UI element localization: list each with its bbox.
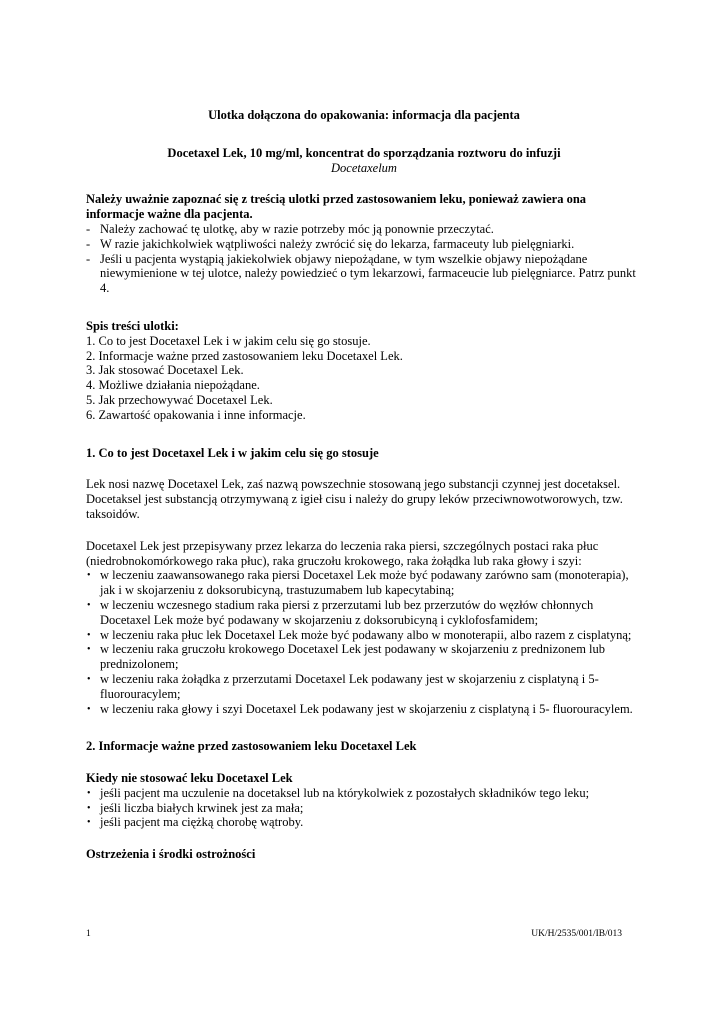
bullet-marker: • [87, 599, 91, 611]
bullet-marker: • [87, 673, 91, 685]
intro-item: - W razie jakichkolwiek wątpliwości należy zwrócić się do lekarza, farmaceuty lub pielęgniarki. [86, 236, 575, 251]
warnings-heading: Ostrzeżenia i środki ostrożności [86, 847, 256, 862]
bullet-marker: • [87, 703, 91, 715]
list-item: • w leczeniu raka głowy i szyi Docetaxel Lek podawany jest w skojarzeniu z cisplatyną i 5- fluorouracylem. [87, 701, 633, 716]
dash-marker: - [86, 236, 91, 251]
page-number: 1 [86, 929, 91, 939]
list-item: • w leczeniu raka płuc lek Docetaxel Lek może być podawany albo w monoterapii, albo razem z cisplatyną; [87, 627, 632, 642]
bullet-marker: • [87, 629, 91, 641]
toc-item: 1. Co to jest Docetaxel Lek i w jakim celu się go stosuje. [86, 333, 371, 348]
list-item: • w leczeniu zaawansowanego raka piersi Docetaxel Lek może być podawany zarówno sam (monoterapia), jak i w skojarzeniu z doksorubicyną, trastuzumabem lub kapecytabiną; [87, 568, 629, 598]
bullet-marker: • [87, 644, 91, 656]
section1-para2: Docetaxel Lek jest przepisywany przez lekarza do leczenia raka piersi, szczególnych postaci raka płuc (niedrobnokomórkowego raka płuc), raka gruczołu krokowego, raka żołądka lub raka głowy i szyi: [86, 538, 599, 568]
list-item: • jeśli liczba białych krwinek jest za mała; [87, 800, 304, 815]
section1-para1: Lek nosi nazwę Docetaxel Lek, zaś nazwą powszechnie stosowaną jego substancji czynnej jest docetaksel. Docetaksel jest substancją otrzymywaną z igieł cisu i należy do grupy leków przeciwnowotworowych, tzw. taksoidów. [86, 477, 623, 521]
toc-item: 5. Jak przechowywać Docetaxel Lek. [86, 392, 273, 407]
intro-item: - Jeśli u pacjenta wystąpią jakiekolwiek objawy niepożądane, w tym wszelkie objawy niepożądane niewymienione w tej ulotce, należy powiedzieć o tym lekarzowi, farmaceucie lub pielęgniarce. Patrz punkt 4. [86, 251, 636, 296]
bullet-marker: • [87, 817, 91, 829]
toc-item: 2. Informacje ważne przed zastosowaniem leku Docetaxel Lek. [86, 348, 403, 363]
list-item: • w leczeniu wczesnego stadium raka piersi z przerzutami lub bez przerzutów do węzłów chłonnych Docetaxel Lek może być podawany w skojarzeniu z doksorubicyną i cyklofosfamidem; [87, 597, 594, 627]
dash-marker: - [86, 251, 91, 266]
contraindications-heading: Kiedy nie stosować leku Docetaxel Lek [86, 771, 293, 786]
bullet-marker: • [87, 570, 91, 582]
toc-item: 4. Możliwe działania niepożądane. [86, 378, 260, 393]
section1-heading: 1. Co to jest Docetaxel Lek i w jakim celu się go stosuje [86, 445, 379, 460]
toc-item: 6. Zawartość opakowania i inne informacje. [86, 407, 306, 422]
bullet-marker: • [87, 787, 91, 799]
intro-item: - Należy zachować tę ulotkę, aby w razie potrzeby móc ją ponownie przeczytać. [86, 221, 494, 236]
bullet-marker: • [87, 802, 91, 814]
list-item: • w leczeniu raka gruczołu krokowego Docetaxel Lek jest podawany w skojarzeniu z prednizonem lub prednizolonem; [87, 642, 606, 672]
product-name: Docetaxel Lek, 10 mg/ml, koncentrat do sporządzania roztworu do infuzji [167, 145, 561, 160]
document-code: UK/H/2535/001/IB/013 [531, 929, 622, 939]
list-item: • w leczeniu raka żołądka z przerzutami Docetaxel Lek podawany jest w skojarzeniu z cisplatyną i 5-fluorouracylem; [87, 671, 599, 701]
inn-name: Docetaxelum [331, 160, 397, 175]
leaflet-page [86, 108, 642, 862]
toc-heading: Spis treści ulotki: [86, 318, 179, 333]
toc-item: 3. Jak stosować Docetaxel Lek. [86, 363, 244, 378]
intro-warning: Należy uważnie zapoznać się z treścią ulotki przed zastosowaniem leku, ponieważ zawiera ona informacje ważne dla pacjenta. [86, 192, 587, 222]
list-item: • jeśli pacjent ma uczulenie na docetaksel lub na którykolwiek z pozostałych składników tego leku; [87, 785, 590, 800]
leaflet-title: Ulotka dołączona do opakowania: informacja dla pacjenta [208, 108, 520, 122]
dash-marker: - [86, 221, 91, 236]
list-item: • jeśli pacjent ma ciężką chorobę wątroby. [87, 815, 304, 830]
page-footer [86, 927, 622, 942]
section2-heading: 2. Informacje ważne przed zastosowaniem leku Docetaxel Lek [86, 739, 417, 754]
